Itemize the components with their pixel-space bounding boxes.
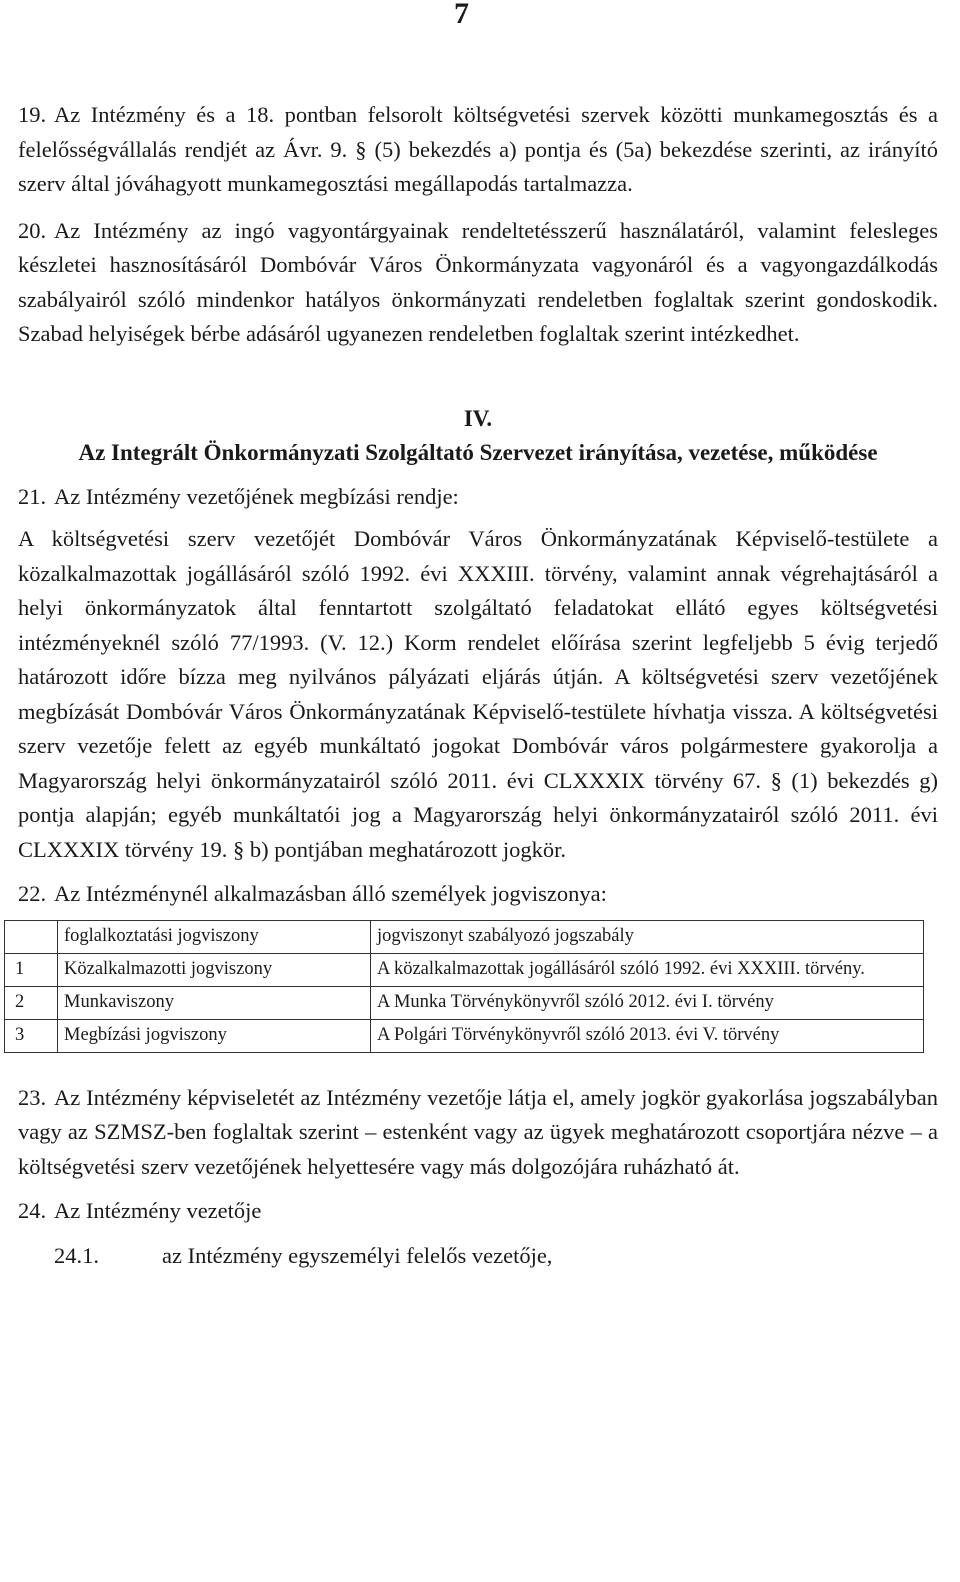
employment-relations-table: [4, 920, 924, 1053]
table-cell: Megbízási jogviszony: [58, 1019, 371, 1052]
section-heading: [18, 402, 938, 470]
table-cell: Közalkalmazotti jogviszony: [58, 953, 371, 986]
table-cell: 1: [5, 953, 58, 986]
paragraph-number: 23.: [18, 1084, 47, 1110]
section-title: Az Integrált Önkormányzati Szolgáltató Szervezet irányítása, vezetése, működése: [78, 439, 878, 465]
paragraph-text: Az Intézmény vezetője: [54, 1198, 262, 1223]
paragraph-21-body: A költségvetési szerv vezetőjét Dombóvár Város Önkormányzatának Képviselő-testülete a közalkalmazottak jogállásáról szóló 1992. évi XXXIII. törvény, valamint annak végrehajtásáról a helyi önkormányzatok által fenntartott szolgáltató feladatokat ellátó egyes költségvetési intézményeknél szóló 77/1993. (V. 12.) Korm rendelet előírása szerint legfeljebb 5 évig terjedő határozott időre bízza meg nyilvános pályázati eljárás útján. A költségvetési szerv vezetőjének megbízását Dombóvár Város Önkormányzatának Képviselő-testülete hívhatja vissza. A költségvetési szerv vezetője felett az egyéb munkáltató jogokat Dombóvár város polgármestere gyakorolja a Magyarország helyi önkormányzatairól szóló 2011. évi CLXXXIX törvény 67. § (1) bekezdés g) pontja alapján; egyéb munkáltatói jog a Magyarország helyi önkormányzatairól szóló 2011. évi CLXXXIX törvény 19. § b) pontjában meghatározott jogkör.: [18, 526, 938, 862]
table-row: [5, 1019, 924, 1052]
table-row: [5, 953, 924, 986]
paragraph-24: [18, 1194, 938, 1229]
paragraph-21: [18, 480, 938, 515]
section-roman-numeral: IV.: [463, 405, 493, 431]
paragraph-number: 24.1.: [54, 1242, 99, 1268]
paragraph-heading: Az Intézménynél alkalmazásban álló személyek jogviszonya:: [54, 881, 607, 906]
paragraph-text: az Intézmény egyszemélyi felelős vezetője,: [162, 1242, 553, 1268]
table-cell: 2: [5, 986, 58, 1019]
paragraph-22: [18, 877, 938, 912]
table-header-cell: foglalkoztatási jogviszony: [58, 920, 371, 953]
paragraph-heading: Az Intézmény vezetőjének megbízási rendje:: [54, 483, 459, 509]
paragraph-text: Az Intézmény és a 18. pontban felsorolt költségvetési szervek közötti munkamegosztás és a felelősségvállalás rendjét az Ávr. 9. § (5) bekezdés a) pontja és (5a) bekezdése szerinti, az irányító szerv által jóváhagyott munkamegosztási megállapodás tartalmazza.: [18, 102, 938, 196]
paragraph-number: 24.: [18, 1198, 47, 1223]
paragraph-19: [18, 98, 938, 202]
table-cell: A közalkalmazottak jogállásáról szóló 1992. évi XXXIII. törvény.: [371, 953, 924, 986]
table-row: [5, 986, 924, 1019]
table-header-cell: [5, 920, 58, 953]
paragraph-number: 22.: [18, 881, 47, 906]
table-cell: A Polgári Törvénykönyvről szóló 2013. évi V. törvény: [371, 1019, 924, 1052]
paragraph-number: 19.: [18, 102, 47, 127]
table-cell: 3: [5, 1019, 58, 1052]
paragraph-number: 20.: [18, 217, 47, 243]
page-number: 7: [454, 0, 469, 30]
document-body: [15, 98, 938, 1273]
paragraph-20: [18, 214, 938, 352]
paragraph-text: Az Intézmény az ingó vagyontárgyainak rendeltetésszerű használatáról, valamint felesleges készletei hasznosításáról Dombóvár Város Önkormányzata vagyonáról és a vagyongazdálkodás szabályairól szóló mindenkor hatályos önkormányzati rendeletben foglaltak szerint gondoskodik. Szabad helyiségek bérbe adásáról ugyanezen rendeletben foglaltak szerint intézkedhet.: [18, 217, 938, 346]
table-header-cell: jogviszonyt szabályozó jogszabály: [371, 920, 924, 953]
table-cell: A Munka Törvénykönyvről szóló 2012. évi I. törvény: [371, 986, 924, 1019]
table-header-row: [5, 920, 924, 953]
paragraph-text: Az Intézmény képviseletét az Intézmény vezetője látja el, amely jogkör gyakorlása jogszabályban vagy az SZMSZ-ben foglaltak szerint – estenként vagy az ügyek meghatározott csoportjára nézve – a költségvetési szerv vezetőjének helyettesére vagy más dolgozójára ruházható át.: [18, 1084, 938, 1179]
paragraph-23: [18, 1081, 938, 1185]
table-cell: Munkaviszony: [58, 986, 371, 1019]
paragraph-number: 21.: [18, 483, 47, 509]
paragraph-24-1: [18, 1239, 938, 1274]
